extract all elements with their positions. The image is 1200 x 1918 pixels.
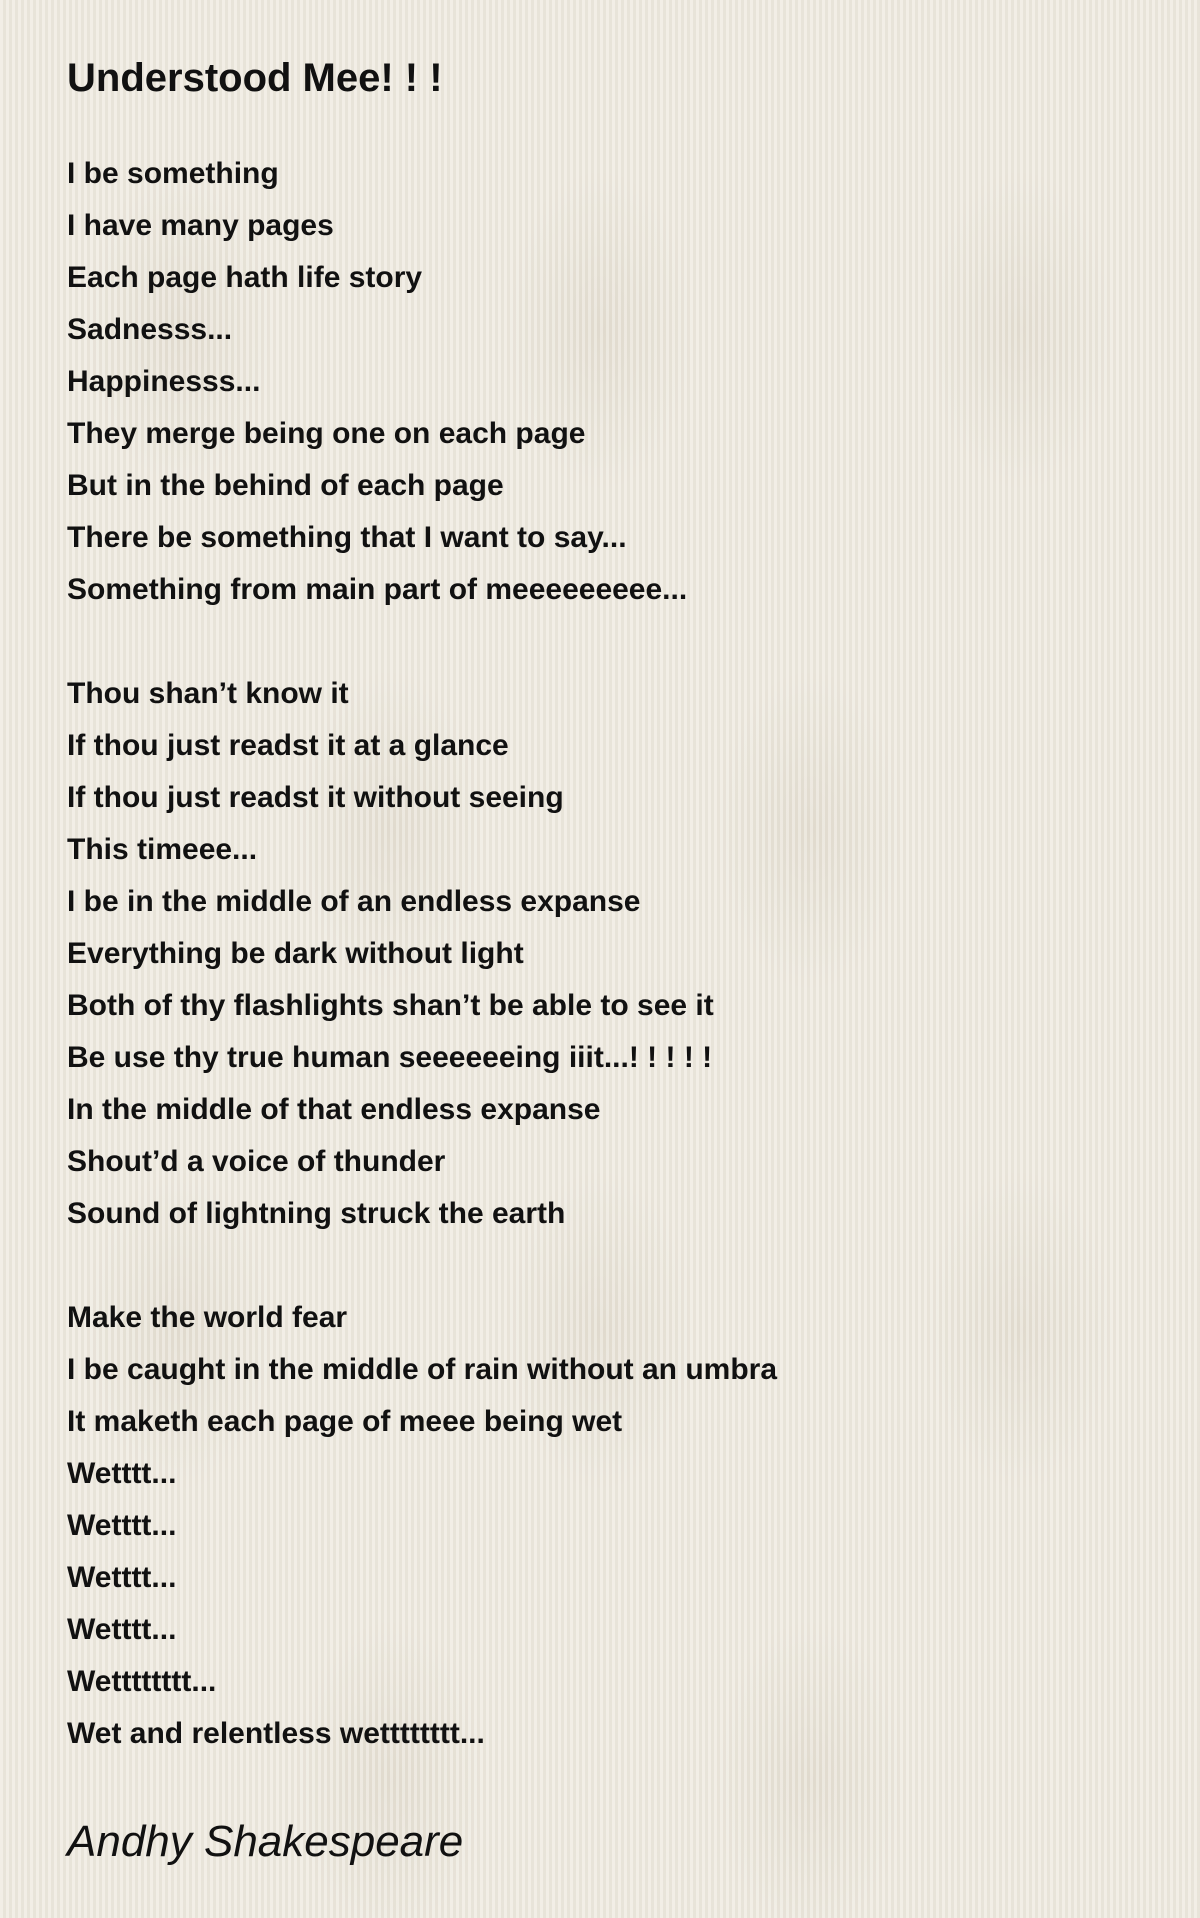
- poem-line: They merge being one on each page: [67, 417, 586, 450]
- poem-line: But in the behind of each page: [67, 469, 504, 502]
- poem-stanza: [67, 668, 1147, 1240]
- poem-line: Happinesss...: [67, 365, 261, 398]
- poem-line: Wetttt...: [67, 1613, 177, 1646]
- poem-line: I be something: [67, 157, 279, 190]
- poem-line: Each page hath life story: [67, 261, 423, 294]
- poem-line: Wetttt...: [67, 1561, 177, 1594]
- poem-line: Sadnesss...: [67, 313, 233, 346]
- poem-line: Both of thy flashlights shan’t be able to see it: [67, 989, 714, 1022]
- poem-line: Sound of lightning struck the earth: [67, 1197, 566, 1230]
- poem-line: I be in the middle of an endless expanse: [67, 885, 641, 918]
- poem-author: Andhy Shakespeare: [67, 1817, 464, 1866]
- poem-line: There be something that I want to say...: [67, 521, 627, 554]
- poem-line: Wetttttttt...: [67, 1665, 217, 1698]
- poem-line: Wet and relentless wetttttttt...: [67, 1717, 485, 1750]
- poem-line: I have many pages: [67, 209, 334, 242]
- poem-card: [67, 50, 1147, 1872]
- poem-line: Something from main part of meeeeeeeee...: [67, 573, 688, 606]
- poem-line: Everything be dark without light: [67, 937, 524, 970]
- poem-line: Wetttt...: [67, 1457, 177, 1490]
- poem-title: Understood Mee! ! !: [67, 56, 443, 100]
- poem-line: I be caught in the middle of rain without an umbra: [67, 1353, 778, 1386]
- poem-line: Make the world fear: [67, 1301, 348, 1334]
- poem-line: Be use thy true human seeeeeeing iiit...! ! ! ! !: [67, 1041, 713, 1074]
- poem-line: In the middle of that endless expanse: [67, 1093, 601, 1126]
- poem-line: Wetttt...: [67, 1509, 177, 1542]
- poem-line: If thou just readst it without seeing: [67, 781, 564, 814]
- poem-stanza: [67, 1292, 1147, 1760]
- poem-line: It maketh each page of meee being wet: [67, 1405, 623, 1438]
- poem-line: If thou just readst it at a glance: [67, 729, 509, 762]
- poem-line: Thou shan’t know it: [67, 677, 349, 710]
- poem-line: This timeee...: [67, 833, 258, 866]
- poem-line: Shout’d a voice of thunder: [67, 1145, 446, 1178]
- poem-stanza: [67, 148, 1147, 616]
